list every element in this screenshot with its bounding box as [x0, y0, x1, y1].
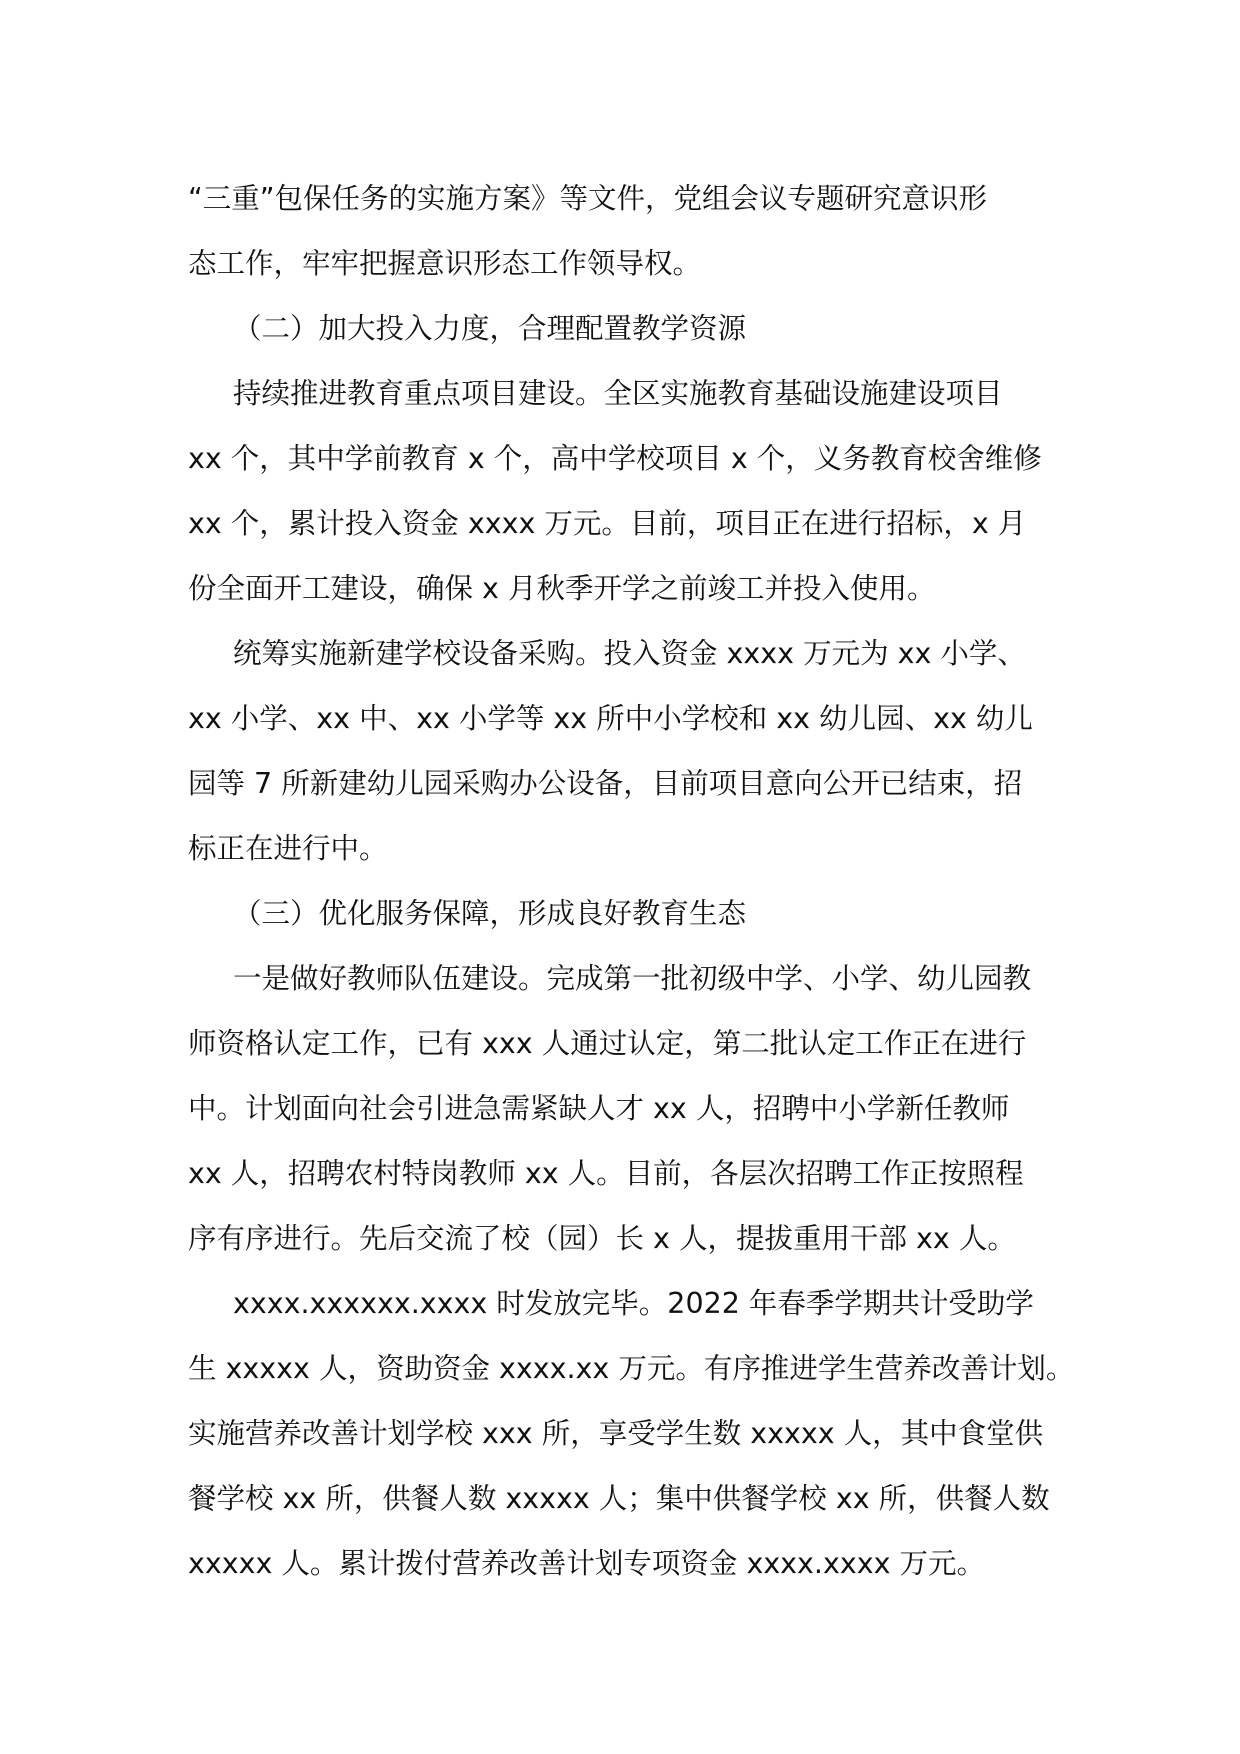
text-line: xx 个，其中学前教育 x 个，高中学校项目 x 个，义务教育校舍维修	[188, 442, 1042, 475]
text-line: 生 xxxxx 人，资助资金 xxxx.xx 万元。有序推进学生营养改善计划。	[188, 1352, 1075, 1385]
text-line: “三重”包保任务的实施方案》等文件，党组会议专题研究意识形	[188, 182, 988, 215]
text-line: xx 人，招聘农村特岗教师 xx 人。目前，各层次招聘工作正按照程	[188, 1157, 1024, 1190]
text-line: 份全面开工建设，确保 x 月秋季开学之前竣工并投入使用。	[188, 572, 936, 605]
text-line: xxxxx 人。累计拨付营养改善计划专项资金 xxxx.xxxx 万元。	[188, 1547, 985, 1580]
paragraph-start: 一是做好教师队伍建设。完成第一批初级中学、小学、幼儿园教	[233, 962, 1032, 995]
text-line: 序有序进行。先后交流了校（园）长 x 人，提拔重用干部 xx 人。	[188, 1222, 1016, 1255]
text-line: 实施营养改善计划学校 xxx 所，享受学生数 xxxxx 人，其中食堂供	[188, 1417, 1044, 1450]
text-line: xx 个，累计投入资金 xxxx 万元。目前，项目正在进行招标，x 月	[188, 507, 1027, 540]
text-line: 态工作，牢牢把握意识形态工作领导权。	[188, 247, 702, 280]
text-line: 园等 7 所新建幼儿园采购办公设备，目前项目意向公开已结束，招	[188, 767, 1023, 800]
text-line: xx 小学、xx 中、xx 小学等 xx 所中小学校和 xx 幼儿园、xx 幼儿	[188, 702, 1033, 735]
text-line: 师资格认定工作，已有 xxx 人通过认定，第二批认定工作正在进行	[188, 1027, 1027, 1060]
document-body	[188, 166, 1088, 1596]
paragraph-start: xxxx.xxxxxx.xxxx 时发放完毕。2022 年春季学期共计受助学	[233, 1287, 1034, 1320]
section-heading: （二）加大投入力度，合理配置教学资源	[233, 312, 747, 345]
text-line: 餐学校 xx 所，供餐人数 xxxxx 人；集中供餐学校 xx 所，供餐人数	[188, 1482, 1050, 1515]
text-line: 标正在进行中。	[188, 832, 388, 865]
text-line: 中。计划面向社会引进急需紧缺人才 xx 人，招聘中小学新任教师	[188, 1092, 1010, 1125]
section-heading: （三）优化服务保障，形成良好教育生态	[233, 897, 747, 930]
paragraph-start: 统筹实施新建学校设备采购。投入资金 xxxx 万元为 xx 小学、	[233, 637, 1026, 670]
paragraph-start: 持续推进教育重点项目建设。全区实施教育基础设施建设项目	[233, 377, 1003, 410]
